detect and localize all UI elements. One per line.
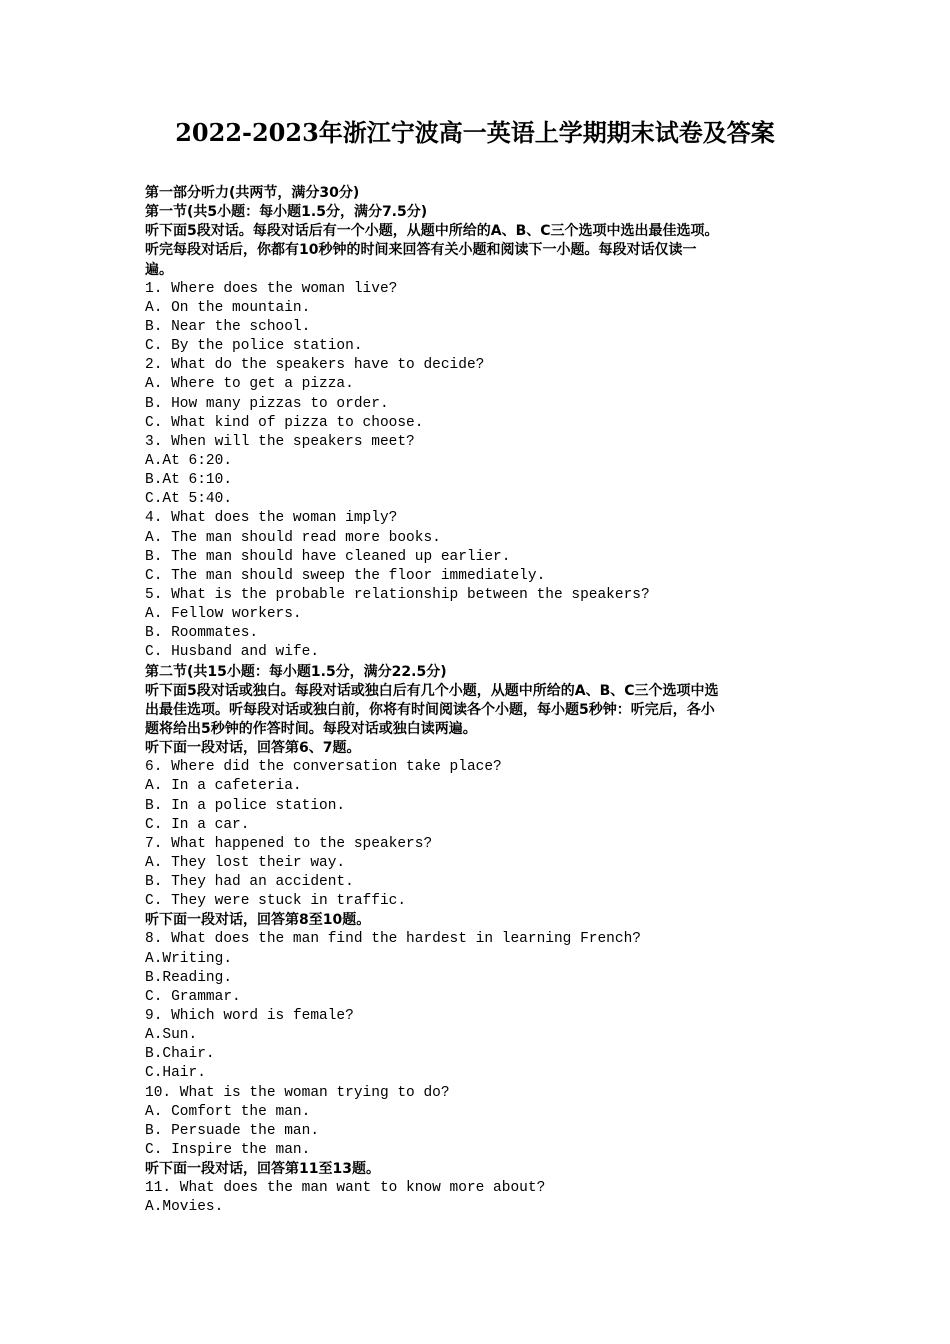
section-heading-line: 听下面一段对话，回答第11至13题。 xyxy=(145,1161,380,1178)
document-body xyxy=(145,184,810,1218)
question-line: B.Reading. xyxy=(145,969,233,986)
question-line: C. By the police station. xyxy=(145,338,363,355)
question-line: 2. What do the speakers have to decide? xyxy=(145,357,485,374)
question-line: A. The man should read more books. xyxy=(145,529,441,546)
section-heading-line: 听下面一段对话，回答第8至10题。 xyxy=(145,912,371,929)
question-line: B. They had an accident. xyxy=(145,874,354,891)
question-line: C. The man should sweep the floor immediately. xyxy=(145,567,546,584)
question-line: A.At 6:20. xyxy=(145,452,233,469)
question-line: A.Writing. xyxy=(145,950,233,967)
question-line: B.At 6:10. xyxy=(145,472,233,489)
question-line: 3. When will the speakers meet? xyxy=(145,433,415,450)
section-heading-line: 题将给出5秒钟的作答时间。每段对话或独白读两遍。 xyxy=(145,720,477,737)
question-line: 9. Which word is female? xyxy=(145,1008,354,1025)
question-line: B. Persuade the man. xyxy=(145,1122,320,1139)
question-line: C. Grammar. xyxy=(145,988,241,1005)
section-heading-line: 听下面5段对话或独白。每段对话或独白后有几个小题，从题中所给的A、B、C三个选项中选 xyxy=(145,682,719,699)
question-line: B. In a police station. xyxy=(145,797,346,814)
question-line: B. Near the school. xyxy=(145,318,311,335)
section-heading-line: 听下面5段对话。每段对话后有一个小题，从题中所给的A、B、C三个选项中选出最佳选项。 xyxy=(145,223,719,240)
section-heading-line: 第一部分听力(共两节，满分30分) xyxy=(145,185,360,201)
section-heading-line: 第二节(共15小题：每小题1.5分，满分22.5分) xyxy=(145,663,447,680)
section-heading-line: 听完每段对话后，你都有10秒钟的时间来回答有关小题和阅读下一小题。每段对话仅读一 xyxy=(145,242,697,259)
question-line: C.Hair. xyxy=(145,1065,206,1082)
question-line: C. What kind of pizza to choose. xyxy=(145,414,424,431)
question-line: C. They were stuck in traffic. xyxy=(145,893,407,910)
question-line: B. The man should have cleaned up earlier. xyxy=(145,548,511,565)
question-line: B.Chair. xyxy=(145,1046,215,1063)
question-line: 7. What happened to the speakers? xyxy=(145,835,433,852)
question-line: A. They lost their way. xyxy=(145,854,346,871)
question-line: C. In a car. xyxy=(145,816,250,833)
question-line: B. Roommates. xyxy=(145,625,259,642)
page-title: 2022-2023年浙江宁波高一英语上学期期末试卷及答案 xyxy=(175,118,775,147)
section-heading-line: 听下面一段对话，回答第6、7题。 xyxy=(145,740,361,757)
question-line: C. Inspire the man. xyxy=(145,1142,311,1159)
question-line: C.At 5:40. xyxy=(145,491,233,508)
question-line: 10. What is the woman trying to do? xyxy=(145,1084,450,1101)
question-line: A. In a cafeteria. xyxy=(145,778,302,795)
question-line: C. Husband and wife. xyxy=(145,644,320,661)
section-heading-line: 第一节(共5小题：每小题1.5分，满分7.5分) xyxy=(145,204,428,221)
question-line: A. On the mountain. xyxy=(145,299,311,316)
question-line: 4. What does the woman imply? xyxy=(145,510,398,527)
question-line: A. Where to get a pizza. xyxy=(145,376,354,393)
question-line: A.Sun. xyxy=(145,1027,198,1044)
question-line: A. Comfort the man. xyxy=(145,1103,311,1120)
section-heading-line: 遍。 xyxy=(145,261,173,278)
question-line: 11. What does the man want to know more about? xyxy=(145,1180,546,1197)
question-line: A. Fellow workers. xyxy=(145,606,302,623)
question-line: 6. Where did the conversation take place? xyxy=(145,759,502,776)
question-line: 5. What is the probable relationship between the speakers? xyxy=(145,586,650,603)
question-line: A.Movies. xyxy=(145,1199,224,1216)
question-line: 1. Where does the woman live? xyxy=(145,280,398,297)
question-line: 8. What does the man find the hardest in learning French? xyxy=(145,931,641,948)
question-line: B. How many pizzas to order. xyxy=(145,395,389,412)
section-heading-line: 出最佳选项。听每段对话或独白前，你将有时间阅读各个小题，每小题5秒钟：听完后，各小 xyxy=(145,701,715,718)
